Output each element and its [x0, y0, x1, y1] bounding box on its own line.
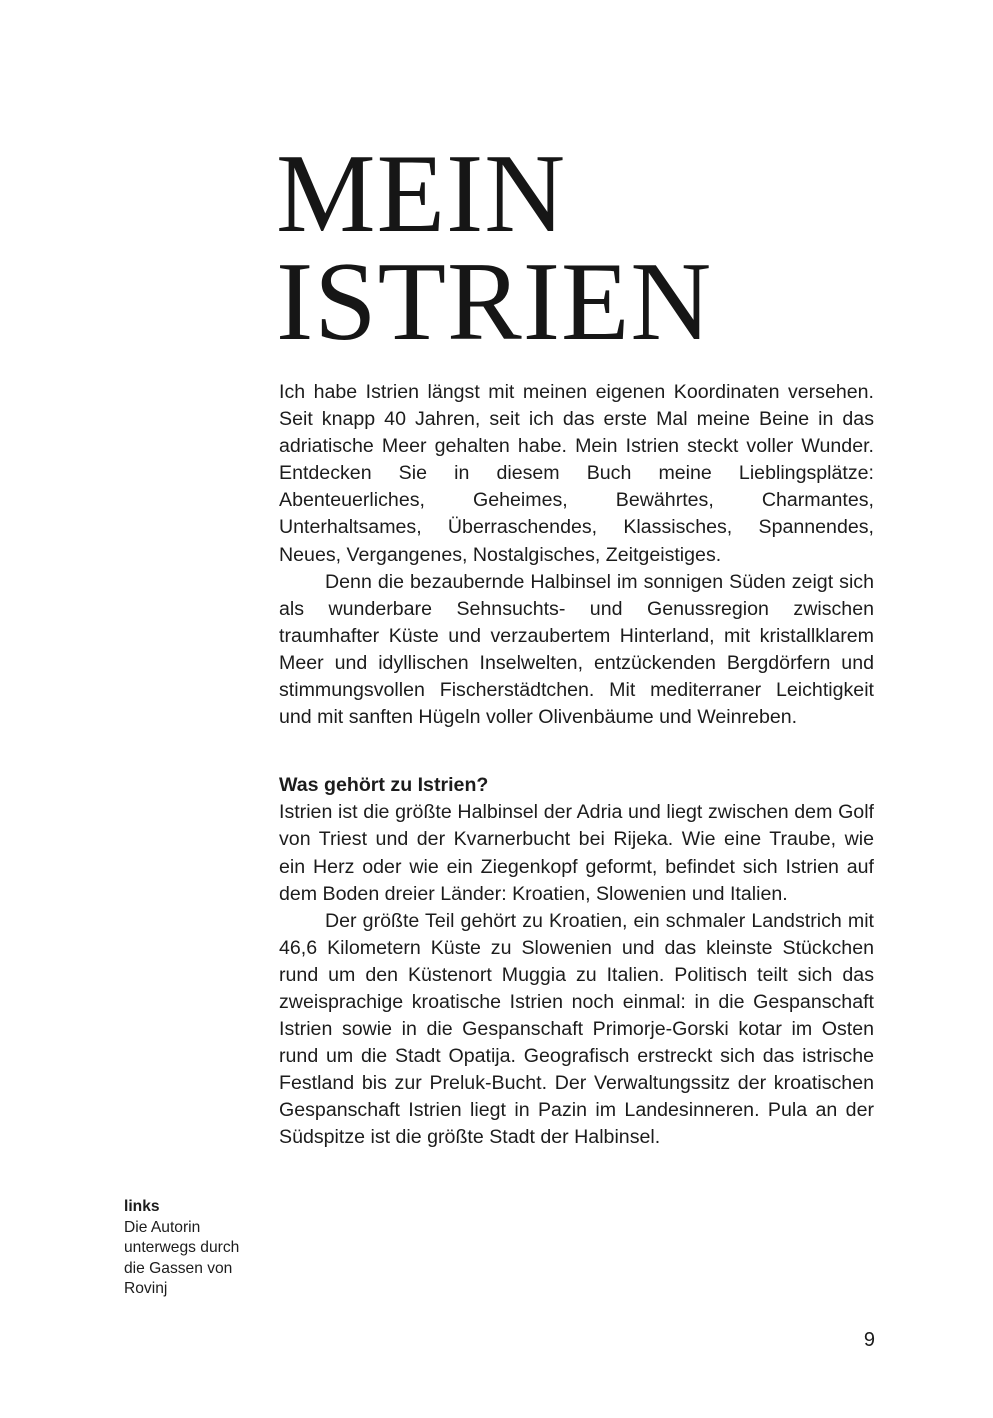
- section-paragraph-1: Istrien ist die größte Halbinsel der Adria und liegt zwischen dem Golf von Triest und der Kvarnerbucht bei Rijeka. Wie eine Traube, wie ein Herz oder wie ein Ziegenkopf geformt, befindet sich Istrien auf dem Boden dreier Länder: Kroatien, Slowenien und Italien.: [279, 801, 874, 905]
- section-paragraph-2: Der größte Teil gehört zu Kroatien, ein schmaler Landstrich mit 46,6 Kilometern Küste zu Slowenien und das kleinste Stückchen rund um den Küstenort Muggia zu Italien. Politisch teilt sich das zweisprachige kroatische Istrien noch einmal: in die Gespanschaft Istrien sowie in die Gespanschaft Primorje-Gorski kotar im Osten rund um die Stadt Opatija. Geografisch erstreckt sich das istrische Festland bis zur Preluk-Bucht. Der Verwaltungssitz der kroatischen Gespanschaft Istrien liegt in Pazin im Landesinneren. Pula an der Südspitze ist die größte Stadt der Halbinsel.: [279, 909, 874, 1149]
- caption-label: links: [124, 1198, 160, 1215]
- section-heading: Was gehört zu Istrien?: [279, 774, 489, 797]
- image-caption: [124, 1197, 264, 1300]
- caption-text: Die Autorin unterwegs durch die Gassen von Rovinj: [124, 1218, 240, 1297]
- page-number: 9: [863, 1329, 875, 1351]
- title-line-2: ISTRIEN: [276, 240, 713, 364]
- title-line-1: MEIN: [276, 132, 567, 256]
- page-title: [276, 132, 713, 364]
- intro-paragraph-2: Denn die bezaubernde Halbinsel im sonnigen Süden zeigt sich als wunderbare Sehnsuchts- und Genussregion zwischen traumhafter Küste und verzaubertem Hinterland, mit kristallklarem Meer und idyllischen Inselwelten, entzückenden Bergdörfern und stimmungsvollen Fischerstädtchen. Mit mediterraner Leichtigkeit und mit sanften Hügeln voller Olivenbäume und Weinreben.: [279, 570, 874, 729]
- body-text: [279, 379, 874, 1152]
- intro-paragraph-1: Ich habe Istrien längst mit meinen eigenen Koordinaten versehen. Seit knapp 40 Jahren, seit ich das erste Mal meine Beine in das adriatische Meer gehalten habe. Mein Istrien steckt voller Wunder. Entdecken Sie in diesem Buch meine Lieblingsplätze: Abenteuerliches, Geheimes, Bewährtes, Charmantes, Unterhaltsames, Überraschendes, Klassisches, Spannendes, Neues, Vergangenes, Nostalgisches, Zeitgeistiges.: [279, 381, 874, 566]
